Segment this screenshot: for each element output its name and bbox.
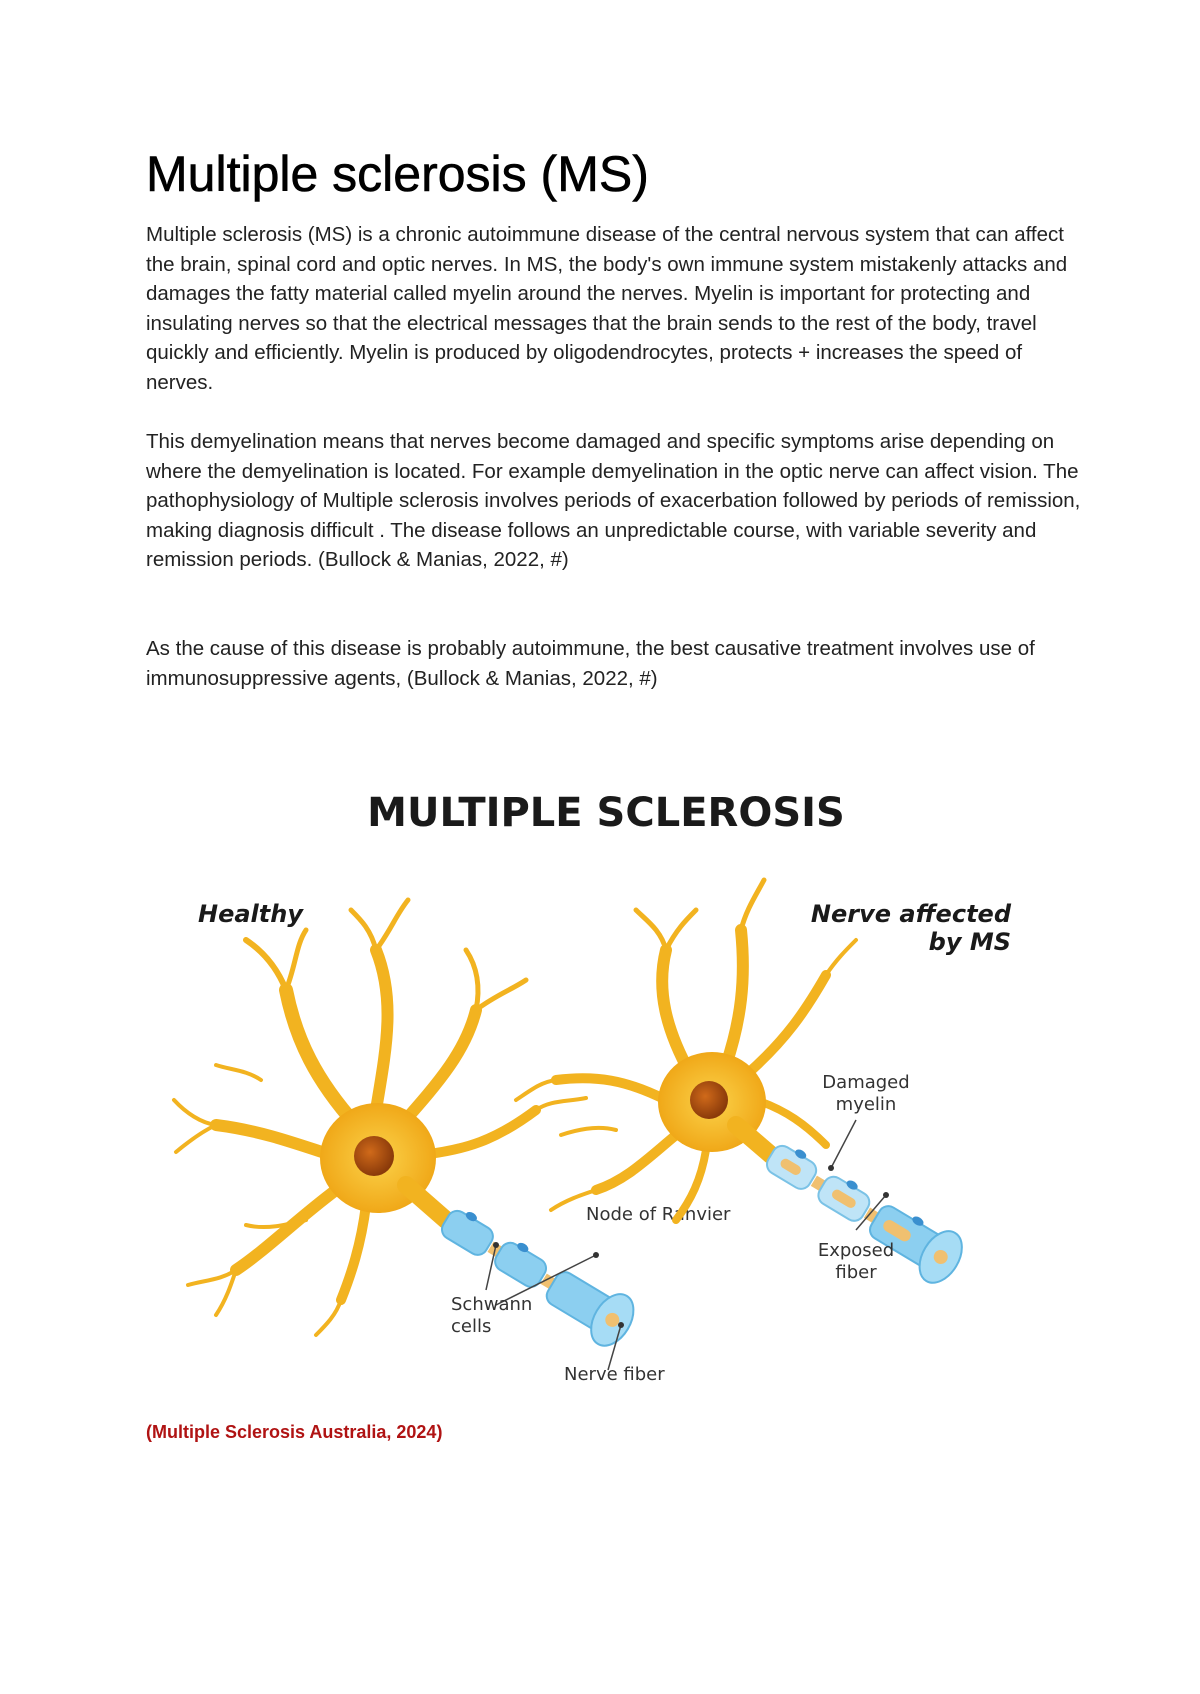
healthy-neuron xyxy=(174,900,642,1353)
paragraph-demyelination: This demyelination means that nerves become damaged and specific symptoms arise depending on where the demyelination is located. For example demyelination in the optic nerve can affect vision. The pathophysiology of Multiple sclerosis involves periods of exacerbation followed by periods of remission, making diagnosis difficult . The disease follows an unpredictable course, with variable severity and remission periods. (Bullock & Manias, 2022, #) xyxy=(146,430,1081,572)
node-of-ranvier-label: Node of Ranvier xyxy=(586,1204,731,1225)
exposed-fiber-label-line1: Exposed xyxy=(817,1240,895,1261)
figure-heading: MULTIPLE SCLEROSIS xyxy=(367,790,845,836)
affected-nucleus xyxy=(690,1081,728,1119)
healthy-nucleus xyxy=(354,1136,394,1176)
schwann-cells-label-line2: cells xyxy=(451,1316,492,1337)
paragraph-treatment: As the cause of this disease is probably autoimmune, the best causative treatment involves use of immunosuppressive agents, (Bullock & Manias, 2022, #) xyxy=(146,637,1035,690)
damaged-myelin-label-line1: Damaged xyxy=(822,1072,910,1093)
exposed-fiber-label-line2: fiber xyxy=(835,1262,877,1283)
figure-caption: (Multiple Sclerosis Australia, 2024) xyxy=(146,1422,443,1442)
damaged-myelin-label-line2: myelin xyxy=(835,1094,897,1115)
schwann-cells-label-line1: Schwann xyxy=(451,1294,533,1315)
ms-neuron-illustration xyxy=(146,780,1066,1400)
affected-title-line1: Nerve affected xyxy=(810,900,1011,928)
neuron-diagram xyxy=(146,780,1066,1400)
affected-title-line2: by MS xyxy=(928,928,1011,956)
nerve-fiber-label: Nerve fiber xyxy=(564,1364,665,1385)
paragraph-definition: Multiple sclerosis (MS) is a chronic autoimmune disease of the central nervous system that can affect the brain, spinal cord and optic nerves. In MS, the body's own immune system mistakenly attacks and damages the fatty material called myelin around the nerves. Myelin is important for protecting and insulating nerves so that the electrical messages that the brain sends to the rest of the body, travel quickly and efficiently. Myelin is produced by oligodendrocytes, protects + increases the speed of nerves. xyxy=(146,223,1068,394)
page-title: Multiple sclerosis (MS) xyxy=(146,146,649,202)
healthy-title: Healthy xyxy=(198,900,303,928)
